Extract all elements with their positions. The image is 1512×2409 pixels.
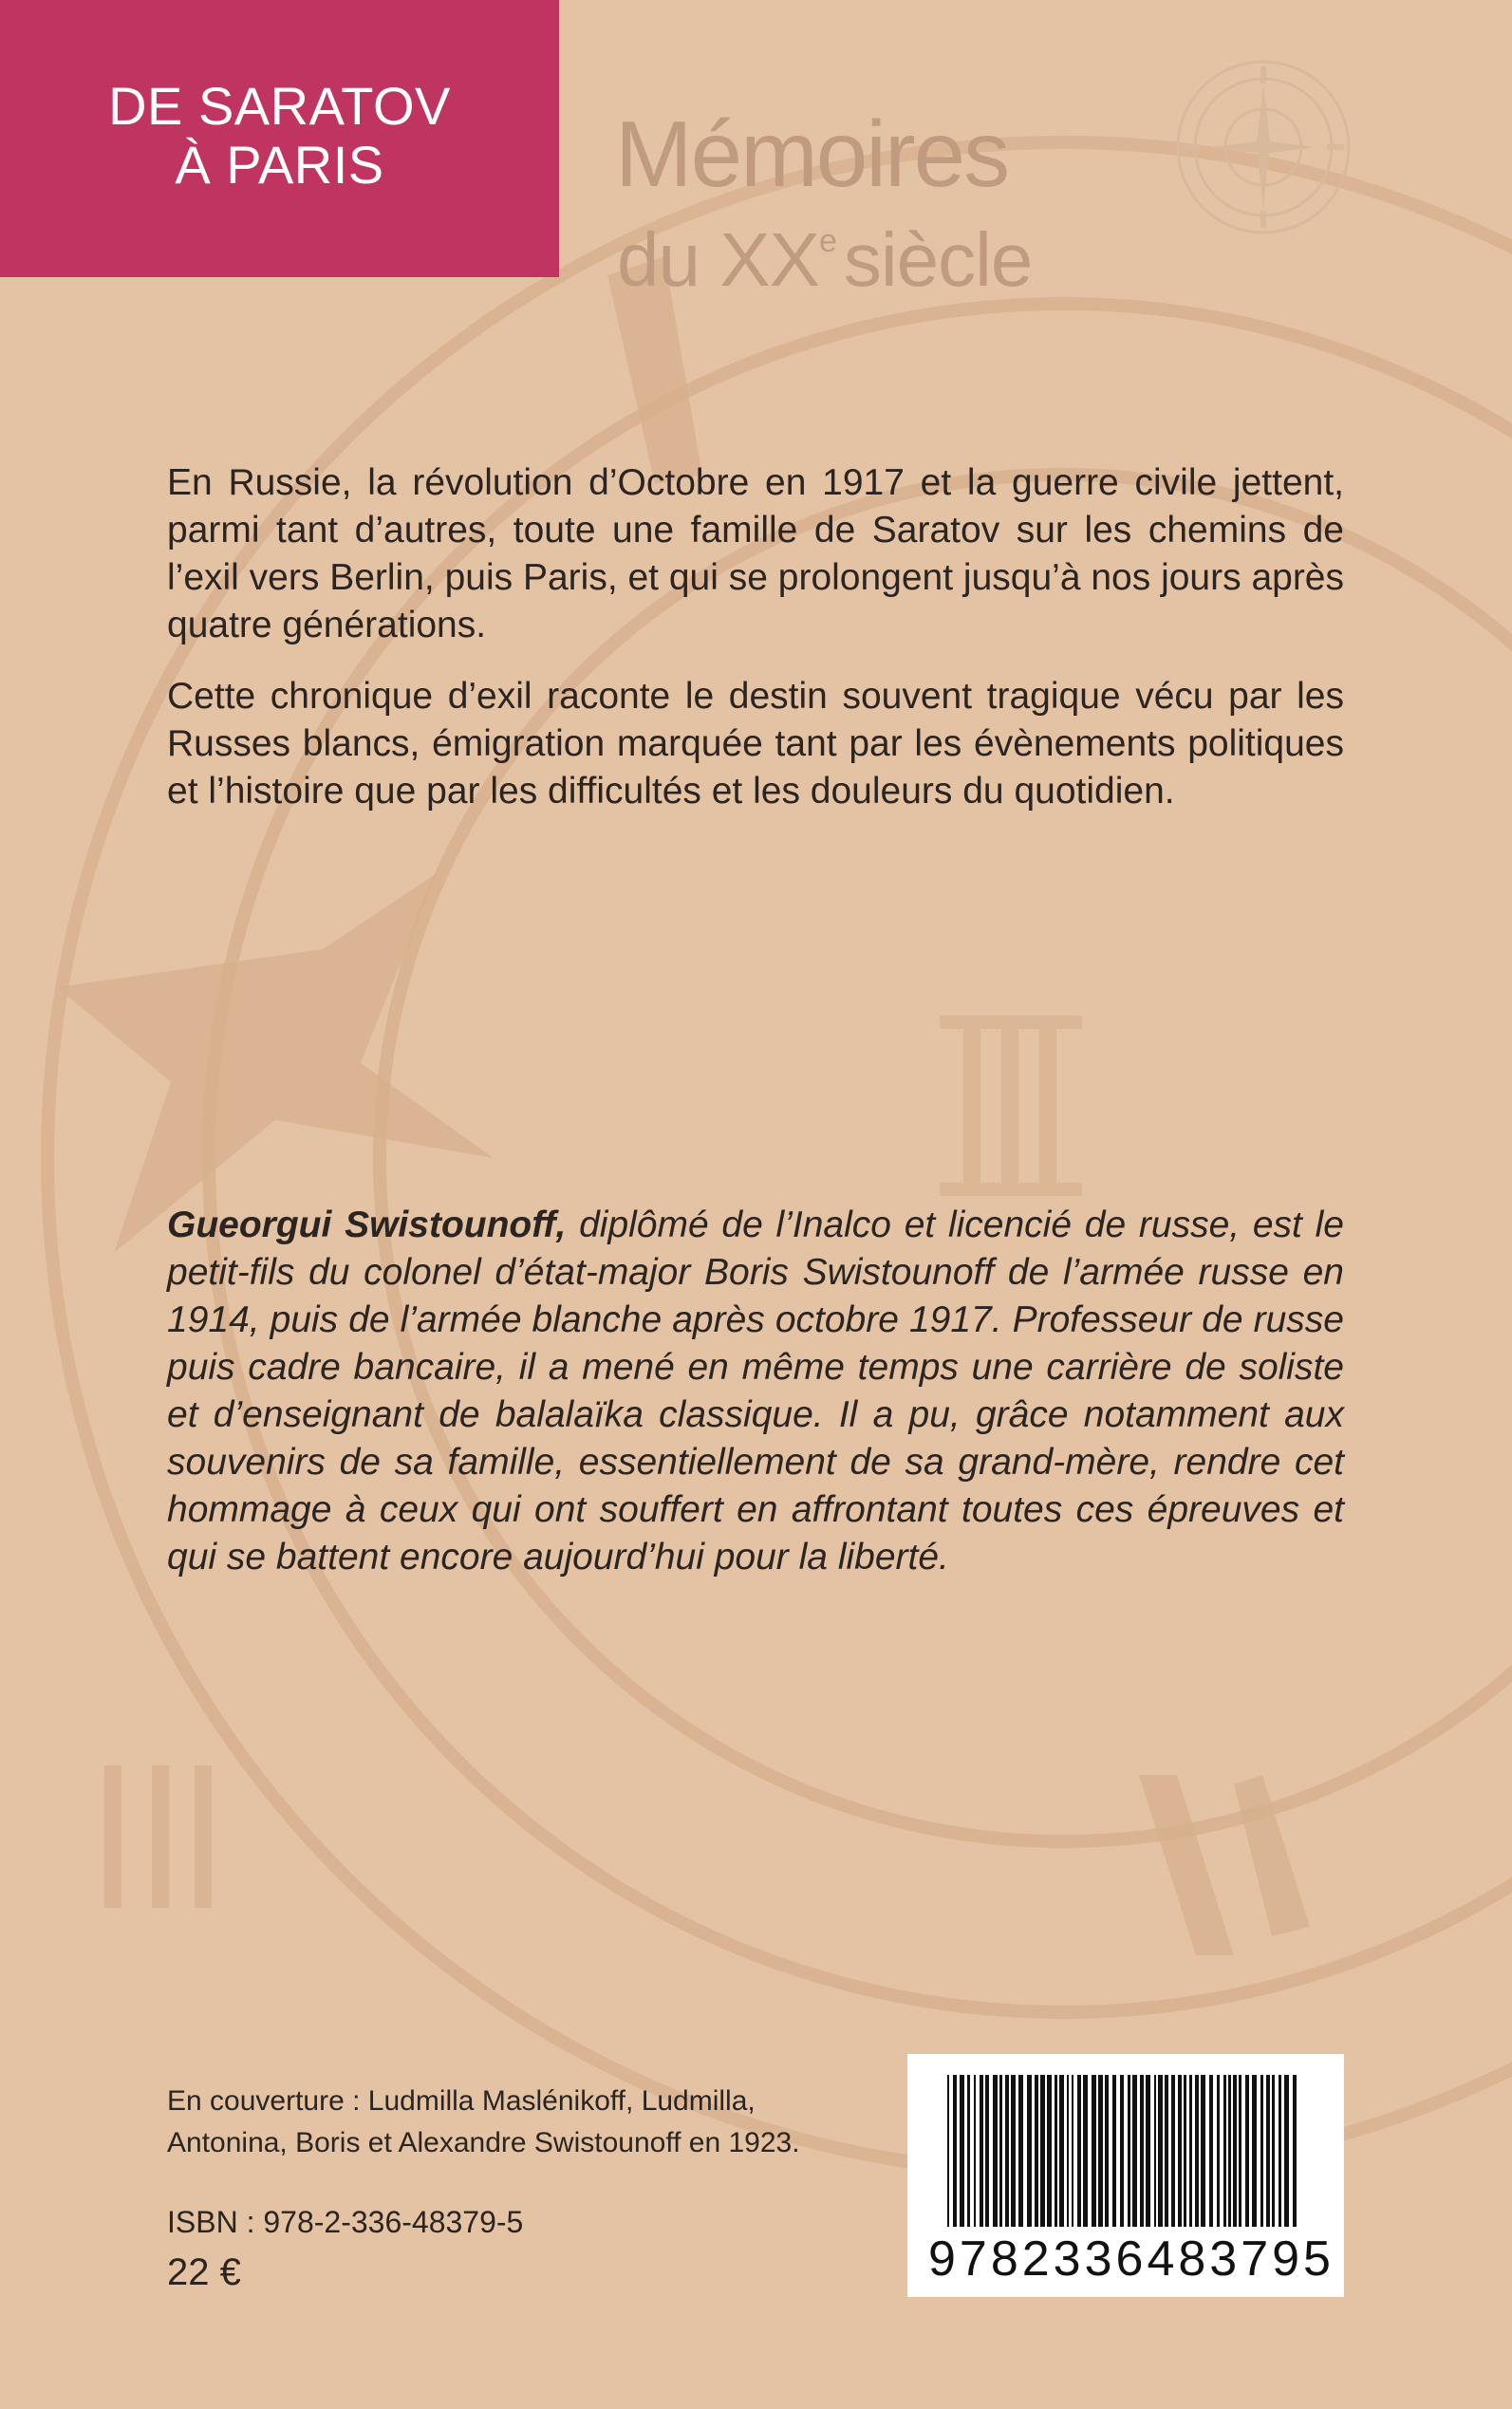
barcode-bar xyxy=(1112,2075,1116,2227)
summary-text-2: Cette chronique d’exil raconte le destin souvent tragique vécu par les Russes blancs, émigration marquée tant par les évènements politiques et l’histoire que par les difficultés et les douleurs du quotidien. xyxy=(167,676,1344,812)
barcode-bar xyxy=(1098,2075,1103,2227)
author-bio xyxy=(167,1202,1344,1581)
barcode-bar xyxy=(1209,2075,1213,2227)
author-name: Gueorgui Swistounoff, xyxy=(167,1204,567,1245)
series-title xyxy=(615,102,1033,302)
barcode-bar xyxy=(1178,2075,1182,2227)
barcode-bar xyxy=(1005,2075,1009,2227)
series-sub-prefix: du XX xyxy=(617,217,819,302)
barcode-bar xyxy=(1077,2075,1081,2227)
barcode-bar xyxy=(1279,2075,1281,2227)
barcode-bar xyxy=(1011,2075,1016,2227)
barcode-bar xyxy=(1146,2075,1150,2227)
summary-paragraph-1 xyxy=(167,459,1344,649)
barcode-bar xyxy=(1140,2075,1144,2227)
barcode-bar xyxy=(1158,2075,1163,2227)
title-banner xyxy=(0,0,559,277)
barcode-bar xyxy=(1047,2075,1052,2227)
barcode-bar xyxy=(1293,2075,1297,2227)
barcode-bar xyxy=(985,2075,989,2227)
barcode-bar xyxy=(967,2075,970,2227)
clock-compass-icon xyxy=(1173,57,1353,237)
barcode-bar xyxy=(1105,2075,1109,2227)
series-title-sub xyxy=(617,201,1032,300)
cover-credit-line-2: Antonina, Boris et Alexandre Swistounoff en 1923. xyxy=(167,2127,800,2158)
barcode-bar xyxy=(953,2075,957,2227)
barcode-bar xyxy=(1027,2075,1032,2227)
barcode-bar xyxy=(1040,2075,1045,2227)
barcode-bar xyxy=(1035,2075,1038,2227)
barcode-bar xyxy=(974,2075,976,2227)
barcode-bars xyxy=(947,2075,1308,2232)
price: 22 € xyxy=(167,2251,241,2293)
barcode-bar xyxy=(980,2075,983,2227)
barcode-bar xyxy=(960,2075,964,2227)
barcode-bar xyxy=(1260,2075,1263,2227)
summary-text-1: En Russie, la révolution d’Octobre en 1917 et la guerre civile jettent, parmi tant d’autres, toute une famille de Saratov sur les chemins de l’exil vers Berlin, puis Paris, et qui se prolongent jusqu’à nos jours après quatre générations. xyxy=(167,462,1344,645)
barcode-bar xyxy=(1239,2075,1241,2227)
series-title-main: Mémoires xyxy=(615,102,1009,206)
barcode-bar xyxy=(1228,2075,1231,2227)
barcode-bar xyxy=(1217,2075,1220,2227)
barcode-bar xyxy=(1165,2075,1168,2227)
barcode-bar xyxy=(1072,2075,1073,2227)
series-sub-superscript: e xyxy=(818,223,836,259)
summary-paragraph-2 xyxy=(167,673,1344,815)
cover-credit-line-1: En couverture : Ludmilla Maslénikoff, Ludmilla, xyxy=(167,2085,756,2117)
book-title-line-1: DE SARATOV xyxy=(108,76,451,136)
series-sub-suffix: siècle xyxy=(843,217,1033,302)
barcode-bar xyxy=(1284,2075,1289,2227)
barcode-digits: 9782336483795 xyxy=(928,2232,1335,2287)
barcode-bar xyxy=(1132,2075,1137,2227)
barcode-bar xyxy=(1189,2075,1192,2227)
barcode-bar xyxy=(1083,2075,1088,2227)
barcode-bar xyxy=(1272,2075,1275,2227)
barcode-bar xyxy=(1223,2075,1226,2227)
barcode-bar xyxy=(1120,2075,1124,2227)
barcode-bar xyxy=(1171,2075,1175,2227)
barcode xyxy=(907,2054,1344,2297)
barcode-bar xyxy=(1195,2075,1199,2227)
barcode-bar xyxy=(947,2075,949,2227)
book-title-line-2: À PARIS xyxy=(175,135,384,195)
barcode-bar xyxy=(1245,2075,1249,2227)
author-bio-text: diplômé de l’Inalco et licencié de russe, est le petit-fils du colonel d’état-major Boris Swistounoff de l’armée russe en 1914, puis de l’armée blanche après octobre 1917. Professeur de russe puis cadre bancaire, il a mené en même temps une carrière de soliste et d’enseignant de balalaïka classique. Il a pu, grâce notamment aux souvenirs de sa famille, essentiellement de sa grand-mère, rendre cet hommage à ceux qui ont souffert en affrontant toutes ces épreuves et qui se battent encore aujourd’hui pour la liberté. xyxy=(167,1204,1344,1578)
barcode-bar xyxy=(1128,2075,1130,2227)
barcode-bar xyxy=(993,2075,998,2227)
barcode-bar xyxy=(1266,2075,1270,2227)
barcode-bar xyxy=(1067,2075,1069,2227)
barcode-bar xyxy=(1233,2075,1237,2227)
barcode-bar xyxy=(1184,2075,1186,2227)
isbn: ISBN : 978-2-336-48379-5 xyxy=(167,2205,524,2239)
barcode-bar xyxy=(1059,2075,1064,2227)
barcode-bar xyxy=(1018,2075,1023,2227)
barcode-bar xyxy=(1201,2075,1205,2227)
barcode-bar xyxy=(1055,2075,1057,2227)
barcode-bar xyxy=(999,2075,1002,2227)
cover-credits xyxy=(167,2081,800,2164)
barcode-bar xyxy=(1252,2075,1257,2227)
barcode-bar xyxy=(1092,2075,1096,2227)
barcode-bar xyxy=(1154,2075,1156,2227)
